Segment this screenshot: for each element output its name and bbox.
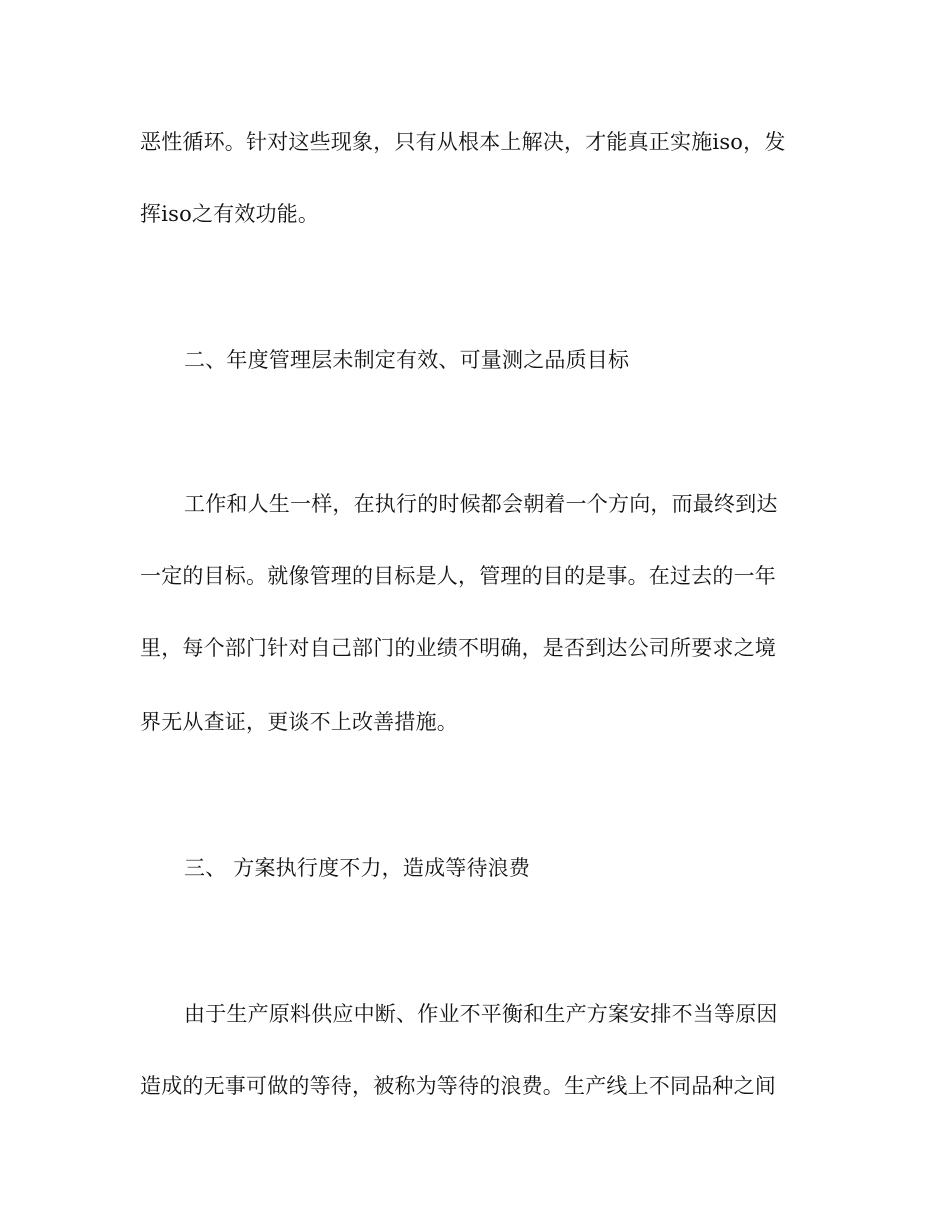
paragraph-2-line-3: 里，每个部门针对自己部门的业绩不明确，是否到达公司所要求之境 — [140, 636, 776, 660]
paragraph-3-line-1: 由于生产原料供应中断、作业不平衡和生产方案安排不当等原因 — [184, 1002, 778, 1026]
paragraph-1-line-1: 恶性循环。针对这些现象，只有从根本上解决，才能真正实施iso，发 — [140, 130, 786, 154]
section-heading-2: 二、年度管理层未制定有效、可量测之品质目标 — [184, 348, 630, 372]
section-heading-3: 三、 方案执行度不力，造成等待浪费 — [184, 856, 531, 880]
paragraph-1-line-2: 挥iso之有效功能。 — [140, 202, 320, 226]
paragraph-3-line-2: 造成的无事可做的等待，被称为等待的浪费。生产线上不同品种之间 — [140, 1074, 776, 1098]
paragraph-2-line-1: 工作和人生一样，在执行的时候都会朝着一个方向，而最终到达 — [184, 492, 778, 516]
paragraph-2-line-2: 一定的目标。就像管理的目标是人，管理的目的是事。在过去的一年 — [140, 564, 776, 588]
paragraph-2-line-4: 界无从查证，更谈不上改善措施。 — [140, 710, 458, 734]
